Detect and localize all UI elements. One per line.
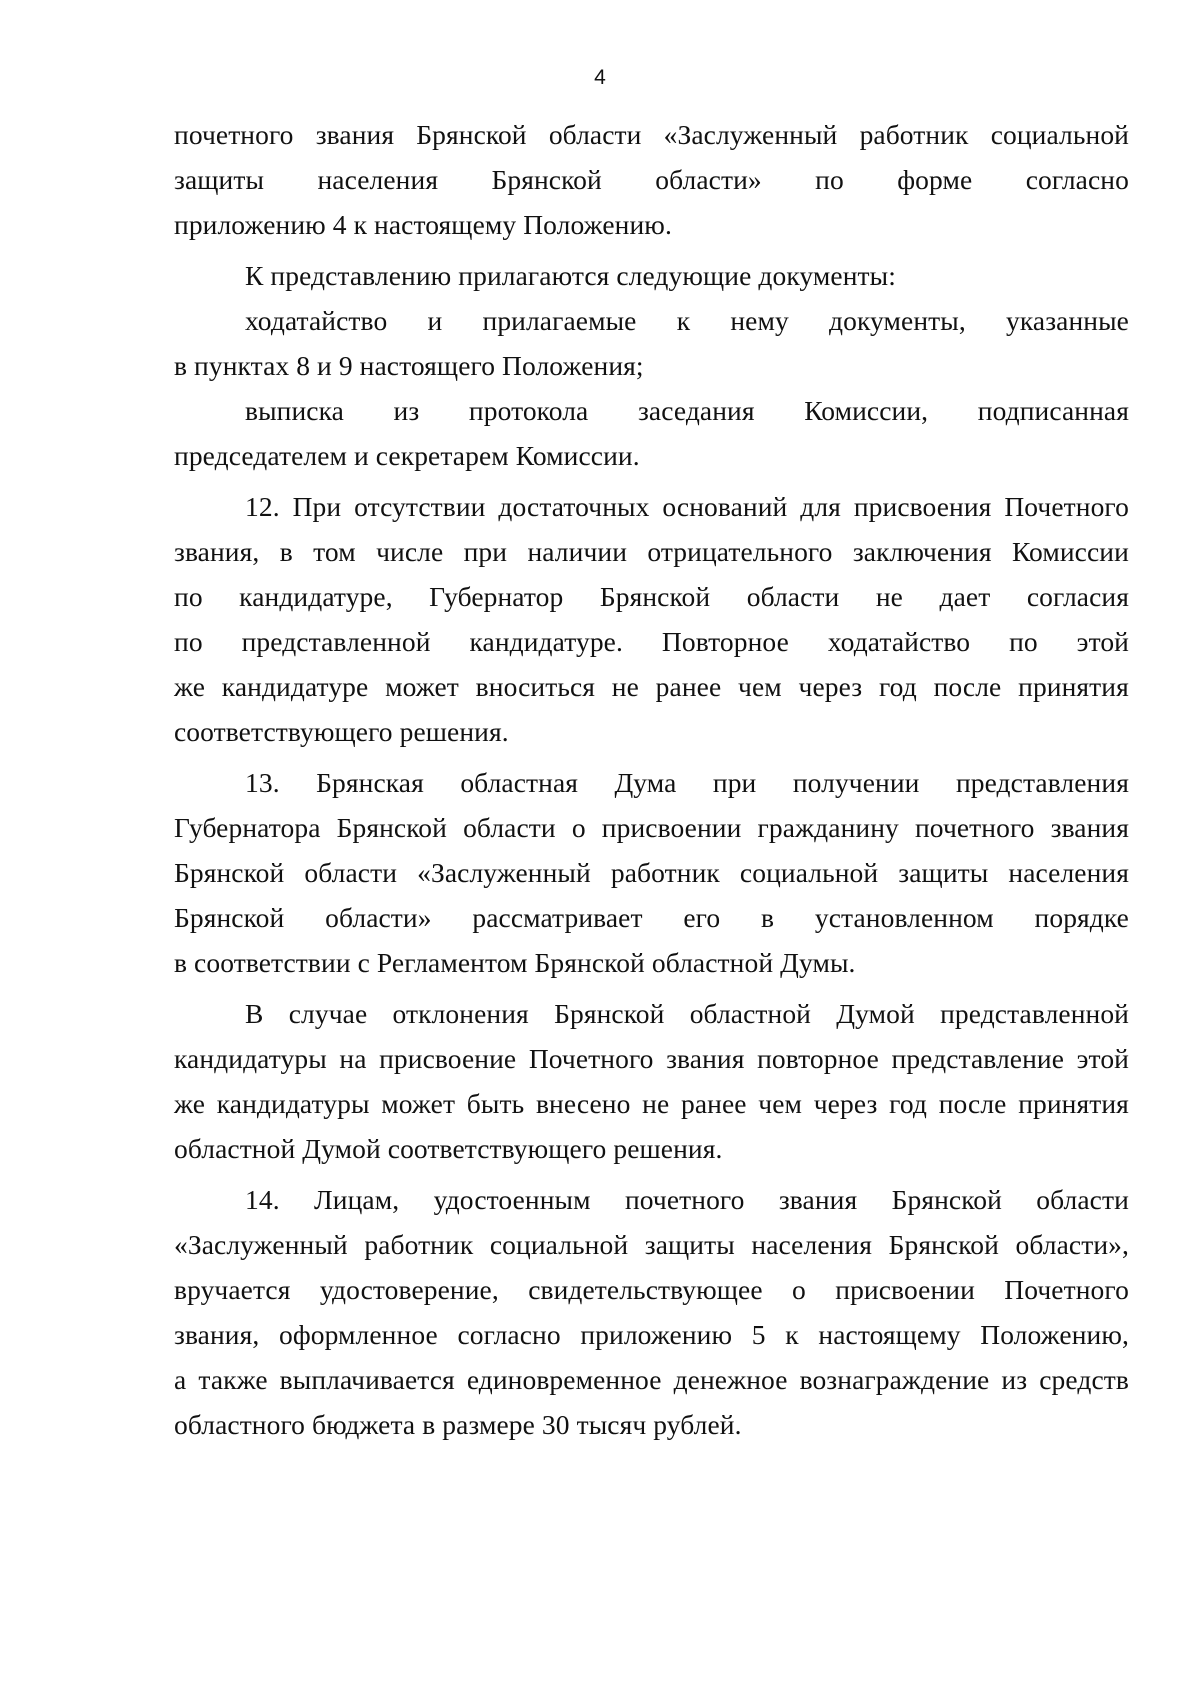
text-line: [174, 388, 1129, 433]
text-line: председателем и секретарем Комиссии.: [174, 440, 640, 471]
word: кандидатуре: [221, 671, 369, 702]
word: При: [292, 491, 342, 522]
paragraph: [174, 760, 1129, 985]
word: звания,: [174, 1319, 260, 1350]
word: Комиссии: [1011, 536, 1129, 567]
text-line: [174, 1177, 1129, 1222]
paragraph: [174, 1177, 1129, 1447]
text-line: областного бюджета в размере 30 тысяч рублей.: [174, 1409, 742, 1440]
text-line: [174, 619, 1129, 664]
word: 12.: [245, 491, 280, 522]
word: согласно: [457, 1319, 561, 1350]
text-line: [174, 1267, 1129, 1312]
word: 5: [751, 1319, 766, 1350]
word: работник: [364, 1229, 474, 1260]
word: вноситься: [475, 671, 596, 702]
word: 14.: [245, 1184, 280, 1215]
word: числе: [376, 536, 444, 567]
word: дает: [939, 581, 991, 612]
word: Губернатор: [429, 581, 564, 612]
word: населения: [1008, 857, 1129, 888]
word: повторное: [757, 1043, 879, 1074]
word: в: [279, 536, 293, 567]
paragraph: [174, 253, 1129, 298]
word: форме: [897, 164, 973, 195]
word: выписка: [245, 395, 344, 426]
word: Брянской: [554, 998, 665, 1029]
word: свидетельствующее: [528, 1274, 763, 1305]
text-line: [174, 1357, 1129, 1402]
word: Брянской: [491, 164, 602, 195]
text-line: в пунктах 8 и 9 настоящего Положения;: [174, 350, 644, 381]
word: областной: [689, 998, 811, 1029]
word: кандидатуре,: [239, 581, 393, 612]
word: Брянской: [174, 902, 285, 933]
word: удостоенным: [433, 1184, 591, 1215]
word: звания: [778, 1184, 858, 1215]
word: присвоении: [835, 1274, 975, 1305]
word: кандидатуре.: [469, 626, 623, 657]
word: ранее: [680, 1088, 747, 1119]
word: указанные: [1006, 305, 1129, 336]
word: присвоения: [853, 491, 992, 522]
word: принятия: [1018, 671, 1129, 702]
word: представленной: [940, 998, 1129, 1029]
text-line: [174, 157, 1129, 202]
paragraph: [174, 388, 1129, 478]
word: почетного: [174, 119, 294, 150]
word: наличии: [527, 536, 628, 567]
word: денежное: [673, 1364, 788, 1395]
paragraph: [174, 298, 1129, 388]
text-line: [174, 1222, 1129, 1267]
word: получении: [792, 767, 920, 798]
word: быть: [466, 1088, 525, 1119]
word: В: [245, 998, 264, 1029]
word: заключения: [852, 536, 992, 567]
word: «Заслуженный: [663, 119, 838, 150]
word: населения: [317, 164, 439, 195]
word: для: [800, 491, 841, 522]
word: Лицам,: [314, 1184, 400, 1215]
word: 13.: [245, 767, 280, 798]
word: не: [642, 1088, 670, 1119]
text-line: [174, 805, 1129, 850]
word: звания: [666, 1043, 745, 1074]
word: «Заслуженный: [417, 857, 591, 888]
document-body: [174, 112, 1129, 1447]
word: согласия: [1026, 581, 1129, 612]
word: Дума: [614, 767, 677, 798]
word: случае: [288, 998, 368, 1029]
word: внесено: [535, 1088, 631, 1119]
word: же: [174, 671, 206, 702]
word: том: [313, 536, 356, 567]
word: по: [174, 626, 203, 657]
text-line: областной Думой соответствующего решения.: [174, 1133, 723, 1164]
text-line: [174, 484, 1129, 529]
word: этой: [1076, 626, 1129, 657]
word: отсутствии: [354, 491, 486, 522]
word: по: [815, 164, 844, 195]
text-line: [174, 1036, 1129, 1081]
word: области: [548, 119, 642, 150]
word: выплачивается: [279, 1364, 455, 1395]
word: представления: [955, 767, 1129, 798]
word: оснований: [662, 491, 788, 522]
word: оформленное: [279, 1319, 438, 1350]
text-line: [174, 529, 1129, 574]
text-line: [174, 298, 1129, 343]
word: области: [1036, 1184, 1129, 1215]
word: средств: [1039, 1364, 1129, 1395]
word: работник: [859, 119, 969, 150]
word: звания,: [174, 536, 260, 567]
word: звания: [1050, 812, 1129, 843]
paragraph: [174, 484, 1129, 754]
word: почетного: [914, 812, 1035, 843]
text-line: [174, 850, 1129, 895]
word: Почетного: [1004, 1274, 1129, 1305]
word: чем: [758, 1088, 803, 1119]
word: год: [889, 1088, 927, 1119]
word: подписанная: [977, 395, 1129, 426]
word: чем: [738, 671, 782, 702]
text-line: [174, 574, 1129, 619]
word: Положению,: [980, 1319, 1129, 1350]
text-line: [174, 895, 1129, 940]
word: заседания: [637, 395, 755, 426]
word: присвоение: [379, 1043, 517, 1074]
paragraph: [174, 112, 1129, 247]
word: о: [571, 812, 586, 843]
word: а: [174, 1364, 187, 1395]
page-number: 4: [594, 66, 606, 89]
word: Брянской: [336, 812, 447, 843]
text-line: [174, 760, 1129, 805]
word: области: [746, 581, 840, 612]
word: же: [174, 1088, 206, 1119]
word: Губернатора: [174, 812, 321, 843]
word: представленной: [241, 626, 431, 657]
word: ходатайство: [245, 305, 388, 336]
word: Брянской: [174, 857, 285, 888]
word: Брянская: [316, 767, 424, 798]
word: защиты: [644, 1229, 735, 1260]
text-line: в соответствии с Регламентом Брянской областной Думы.: [174, 947, 856, 978]
word: не: [875, 581, 903, 612]
word: может: [385, 671, 459, 702]
word: представление: [891, 1043, 1065, 1074]
word: почетного: [624, 1184, 745, 1215]
word: области»: [655, 164, 762, 195]
text-line: соответствующего решения.: [174, 716, 509, 747]
word: Думой: [836, 998, 915, 1029]
word: согласно: [1025, 164, 1129, 195]
word: социальной: [489, 1229, 629, 1260]
word: отклонения: [392, 998, 529, 1029]
word: год: [878, 671, 917, 702]
word: области: [304, 857, 398, 888]
text-line: К представлению прилагаются следующие документы:: [245, 260, 896, 291]
word: гражданину: [757, 812, 899, 843]
word: этой: [1076, 1043, 1129, 1074]
word: кандидатуры: [216, 1088, 370, 1119]
word: достаточных: [498, 491, 650, 522]
word: не: [611, 671, 639, 702]
word: через: [813, 1088, 878, 1119]
text-line: приложению 4 к настоящему Положению.: [174, 209, 672, 240]
word: его: [683, 902, 721, 933]
word: области»: [325, 902, 432, 933]
word: Комиссии,: [804, 395, 929, 426]
word: присвоении: [601, 812, 742, 843]
word: может: [381, 1088, 456, 1119]
word: после: [938, 1088, 1007, 1119]
word: вознаграждение: [799, 1364, 990, 1395]
word: Повторное: [661, 626, 789, 657]
word: приложению: [580, 1319, 733, 1350]
word: областная: [460, 767, 578, 798]
word: защиты: [898, 857, 989, 888]
word: рассматривает: [472, 902, 643, 933]
word: вручается: [174, 1274, 291, 1305]
word: также: [198, 1364, 268, 1395]
word: кандидатуры: [174, 1043, 327, 1074]
word: через: [798, 671, 863, 702]
text-line: [174, 112, 1129, 157]
word: настоящему: [818, 1319, 961, 1350]
paragraph: [174, 991, 1129, 1171]
word: единовременное: [466, 1364, 662, 1395]
word: протокола: [468, 395, 589, 426]
word: Брянской: [891, 1184, 1002, 1215]
word: Брянской: [888, 1229, 999, 1260]
word: по: [174, 581, 203, 612]
word: отрицательного: [647, 536, 833, 567]
word: Брянской: [416, 119, 527, 150]
text-line: [174, 1081, 1129, 1126]
word: о: [792, 1274, 806, 1305]
word: нему: [730, 305, 789, 336]
word: из: [1001, 1364, 1028, 1395]
word: Почетного: [1004, 491, 1129, 522]
word: звания: [315, 119, 395, 150]
word: по: [1009, 626, 1038, 657]
word: ходатайство: [827, 626, 971, 657]
word: в: [761, 902, 775, 933]
text-line: [174, 1312, 1129, 1357]
word: защиты: [174, 164, 265, 195]
word: после: [933, 671, 1002, 702]
word: населения: [751, 1229, 873, 1260]
word: на: [339, 1043, 367, 1074]
word: порядке: [1034, 902, 1129, 933]
word: к: [785, 1319, 799, 1350]
word: к: [676, 305, 691, 336]
word: при: [463, 536, 508, 567]
word: принятия: [1018, 1088, 1129, 1119]
word: установленном: [814, 902, 994, 933]
word: Брянской: [599, 581, 711, 612]
text-line: [174, 664, 1129, 709]
word: социальной: [990, 119, 1129, 150]
word: и: [427, 305, 443, 336]
word: прилагаемые: [482, 305, 637, 336]
text-line: [174, 991, 1129, 1036]
word: Почетного: [528, 1043, 654, 1074]
word: при: [712, 767, 757, 798]
word: ранее: [655, 671, 722, 702]
word: области: [463, 812, 556, 843]
word: документы,: [829, 305, 966, 336]
word: работник: [610, 857, 720, 888]
word: удостоверение,: [319, 1274, 499, 1305]
word: «Заслуженный: [174, 1229, 348, 1260]
word: области»,: [1015, 1229, 1129, 1260]
word: из: [393, 395, 420, 426]
word: социальной: [739, 857, 879, 888]
